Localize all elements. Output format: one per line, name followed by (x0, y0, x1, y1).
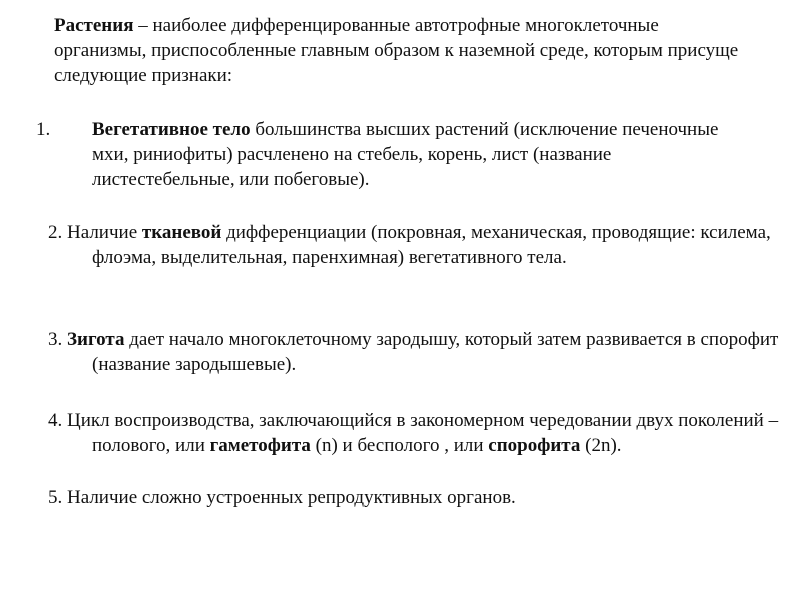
list-item-1 (36, 117, 756, 192)
list-item-2-bold: тканевой (141, 222, 222, 243)
list-item-3-prefix: 3. (48, 329, 67, 350)
intro-paragraph (54, 13, 754, 88)
list-item-4-text: (2n). (580, 435, 622, 456)
list-item-1-body (92, 117, 756, 192)
list-item-3-text: дает начало многоклеточному зародышу, который затем развивается в спорофит (название зародышевые). (92, 329, 779, 375)
intro-term: Растения (54, 15, 134, 36)
list-item-1-text: большинства высших растений (исключение печеночные мхи, риниофиты) расчленено на стебель, корень, лист (название листестебельные, или побеговые). (92, 119, 719, 190)
list-item-4-prefix: 4. Цикл воспроизводства, заключающийся в закономерном чередовании двух поколений – полового, или (48, 410, 779, 456)
list-item-4-bold2: спорофита (488, 435, 581, 456)
list-item-2-text: дифференциации (покровная, механическая, проводящие: ксилема, флоэма, выделительная, паренхимная) вегетативного тела. (92, 222, 771, 268)
list-item-3-bold: Зигота (67, 329, 125, 350)
list-item-4-bold: гаметофита (209, 435, 311, 456)
list-item-5-text: 5. Наличие сложно устроенных репродуктивных органов. (48, 487, 516, 508)
list-item-1-bold: Вегетативное тело (92, 119, 251, 140)
list-item-4 (48, 408, 792, 458)
list-item-2-prefix: 2. Наличие (48, 222, 142, 243)
list-item-3 (48, 327, 792, 377)
list-item-4-middle: (n) и бесполого , или (310, 435, 489, 456)
list-item-5 (48, 485, 792, 510)
intro-text: – наиболее дифференцированные автотрофные многоклеточные организмы, приспособленные главным образом к наземной среде, которым присуще следующие признаки: (54, 15, 739, 86)
list-item-2 (48, 220, 792, 270)
list-item-1-number: 1. (36, 119, 51, 140)
